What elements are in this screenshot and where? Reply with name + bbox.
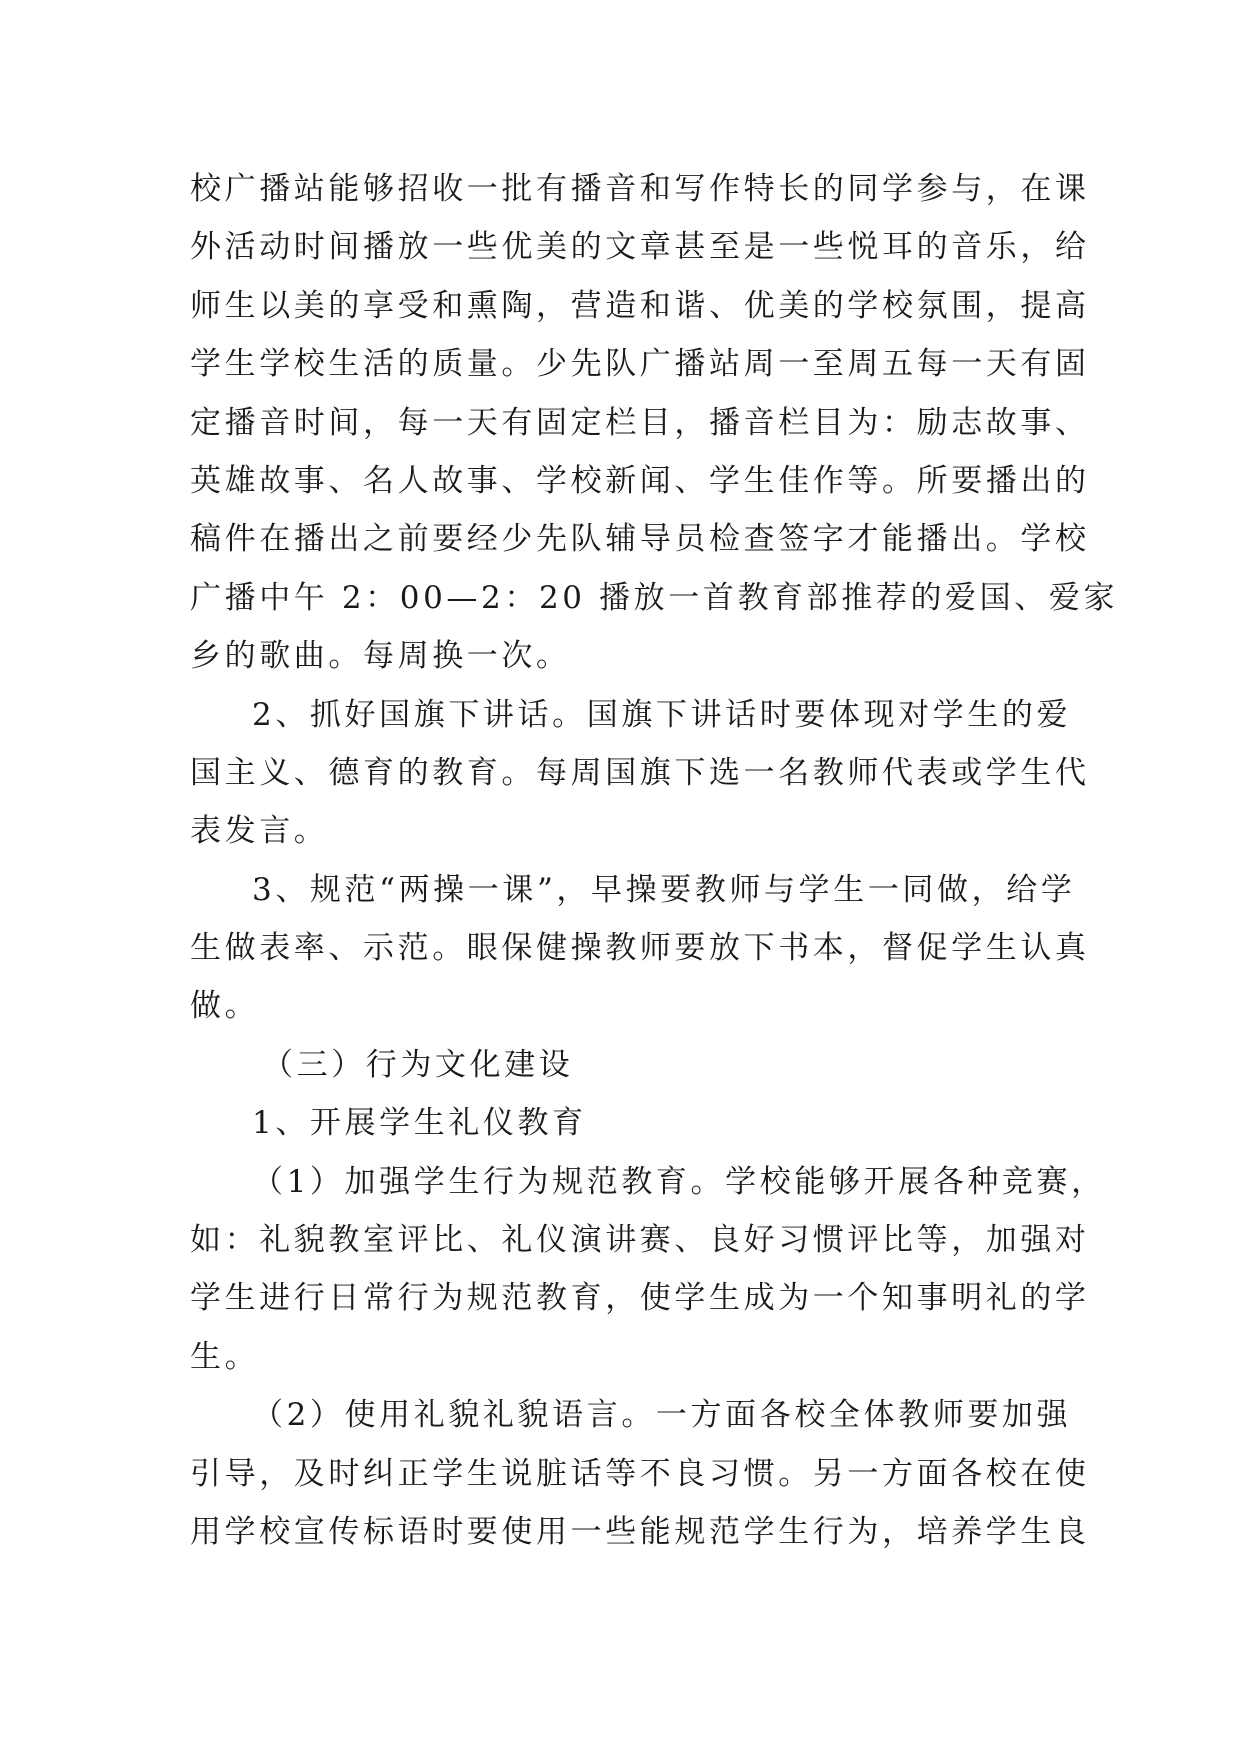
text-line: 1、开展学生礼仪教育 [252, 1105, 587, 1142]
text-line: 师生以美的享受和熏陶，营造和谐、优美的学校氛围，提高 [190, 287, 1090, 324]
text-line: 学生进行日常行为规范教育，使学生成为一个知事明礼的学 [190, 1280, 1090, 1317]
text-line: 广播中午 2：00—2：20 播放一首教育部推荐的爱国、爱家 [190, 579, 1119, 616]
text-line: 校广播站能够招收一批有播音和写作特长的同学参与，在课 [190, 171, 1090, 207]
text-line: 生做表率、示范。眼保健操教师要放下书本，督促学生认真 [190, 930, 1090, 967]
text-line: 稿件在播出之前要经少先队辅导员检查签字才能播出。学校 [190, 521, 1090, 558]
text-line: （1）加强学生行为规范教育。学校能够开展各种竞赛， [252, 1163, 1106, 1200]
text-line: 外活动时间播放一些优美的文章甚至是一些悦耳的音乐，给 [190, 229, 1090, 266]
text-line: 英雄故事、名人故事、学校新闻、学生佳作等。所要播出的 [190, 462, 1090, 499]
text-line: 表发言。 [190, 813, 329, 850]
text-line: 2、抓好国旗下讲话。国旗下讲话时要体现对学生的爱 [252, 696, 1072, 733]
text-line: 引导，及时纠正学生说脏话等不良习惯。另一方面各校在使 [190, 1455, 1090, 1492]
text-line: 国主义、德育的教育。每周国旗下选一名教师代表或学生代 [190, 754, 1090, 791]
text-line: 乡的歌曲。每周换一次。 [190, 638, 571, 675]
text-line: 3、规范“两操一课”，早操要教师与学生一同做，给学 [252, 871, 1076, 908]
text-line: （三）行为文化建设 [262, 1046, 574, 1083]
text-line: （2）使用礼貌礼貌语言。一方面各校全体教师要加强 [252, 1397, 1072, 1434]
text-line: 生。 [190, 1338, 260, 1375]
text-line: 如：礼貌教室评比、礼仪演讲赛、良好习惯评比等，加强对 [190, 1222, 1090, 1259]
document-body [190, 160, 1119, 1561]
text-line: 学生学校生活的质量。少先队广播站周一至周五每一天有固 [190, 346, 1090, 383]
text-line: 做。 [190, 988, 260, 1025]
text-line: 用学校宣传标语时要使用一些能规范学生行为，培养学生良 [190, 1513, 1090, 1550]
text-line: 定播音时间，每一天有固定栏目，播音栏目为：励志故事、 [190, 404, 1090, 441]
